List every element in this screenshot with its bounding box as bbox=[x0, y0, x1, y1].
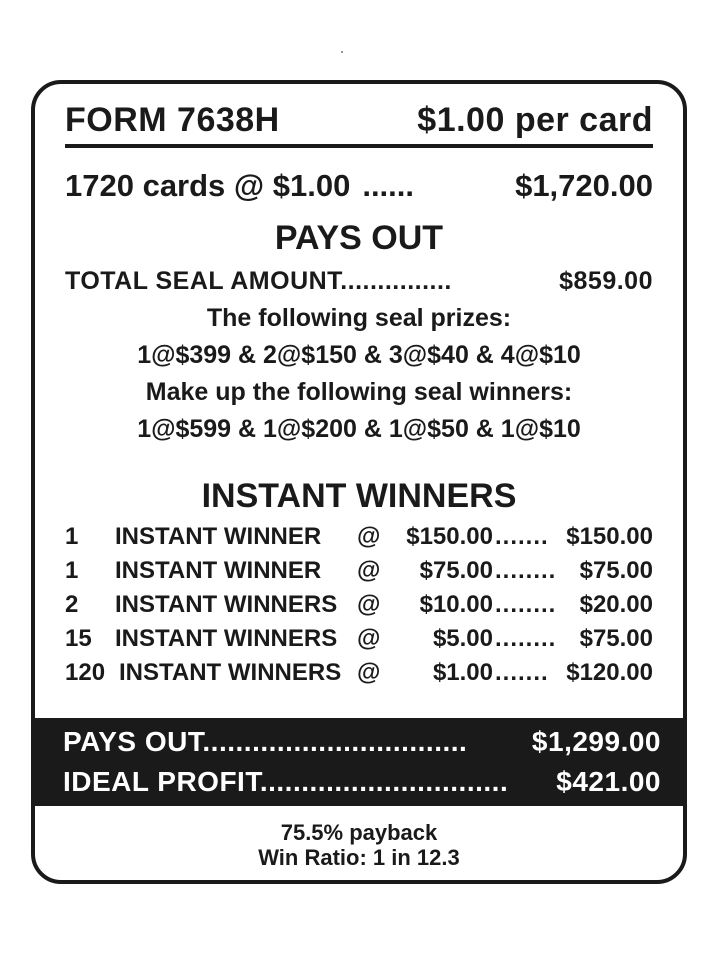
card-count: 1720 cards @ $1.00 bbox=[65, 168, 351, 203]
ideal-profit-label: IDEAL PROFIT.............................. bbox=[63, 766, 509, 797]
card-total: $1,720.00 bbox=[515, 168, 653, 203]
table-row bbox=[65, 656, 653, 690]
winner-label: INSTANT WINNERS bbox=[115, 625, 338, 652]
winner-label: INSTANT WINNERS bbox=[119, 659, 342, 686]
table-row bbox=[65, 554, 653, 588]
leader-dots: ....... bbox=[495, 523, 549, 550]
price-per-card: $1.00 per card bbox=[417, 100, 653, 139]
at-sign: @ bbox=[357, 659, 381, 686]
prize-each: $10.00 bbox=[419, 591, 493, 618]
prize-each: $150.00 bbox=[406, 523, 493, 550]
summary-band bbox=[35, 718, 683, 806]
at-sign: @ bbox=[357, 523, 381, 550]
seal-line: Make up the following seal winners: bbox=[145, 378, 573, 406]
seal-total-row bbox=[65, 264, 653, 298]
leader-dots: ........ bbox=[495, 557, 557, 584]
winner-qty: 1 bbox=[65, 523, 79, 550]
winner-qty: 120 bbox=[65, 659, 106, 686]
winner-label: INSTANT WINNER bbox=[115, 557, 322, 584]
prize-total: $75.00 bbox=[579, 625, 653, 652]
prize-total: $150.00 bbox=[566, 523, 653, 550]
prize-total: $20.00 bbox=[579, 591, 653, 618]
footer-stats bbox=[45, 820, 673, 870]
win-ratio: Win Ratio: 1 in 12.3 bbox=[258, 845, 460, 870]
pays-out-amount: $1,299.00 bbox=[531, 726, 661, 757]
prize-total: $120.00 bbox=[566, 659, 653, 686]
prize-each: $75.00 bbox=[419, 557, 493, 584]
ideal-profit-amount: $421.00 bbox=[556, 766, 661, 797]
pays-out-summary bbox=[63, 722, 661, 762]
winner-label: INSTANT WINNER bbox=[115, 523, 322, 550]
leader-dots: ........ bbox=[495, 591, 557, 618]
table-row bbox=[65, 588, 653, 622]
prize-total: $75.00 bbox=[579, 557, 653, 584]
leader-dots: ....... bbox=[495, 659, 549, 686]
seal-line: 1@$599 & 1@$200 & 1@$50 & 1@$10 bbox=[137, 415, 581, 443]
seal-line: 1@$399 & 2@$150 & 3@$40 & 4@$10 bbox=[137, 341, 581, 369]
ideal-profit-summary bbox=[63, 762, 661, 802]
winner-label: INSTANT WINNERS bbox=[115, 591, 338, 618]
speck bbox=[341, 51, 343, 53]
winner-qty: 1 bbox=[65, 557, 79, 584]
form-header bbox=[65, 98, 653, 142]
prize-each: $5.00 bbox=[432, 625, 493, 652]
at-sign: @ bbox=[357, 625, 381, 652]
cards-line bbox=[65, 164, 653, 208]
at-sign: @ bbox=[357, 591, 381, 618]
seal-total-label: TOTAL SEAL AMOUNT............... bbox=[65, 266, 452, 295]
payback-percent: 75.5% payback bbox=[280, 820, 438, 845]
pays-out-title: PAYS OUT bbox=[274, 219, 444, 257]
seal-line: The following seal prizes: bbox=[206, 304, 512, 332]
header-rule bbox=[65, 144, 653, 148]
table-row bbox=[65, 520, 653, 554]
table-row bbox=[65, 622, 653, 656]
card-dots: ...... bbox=[362, 168, 415, 203]
prize-each: $1.00 bbox=[432, 659, 493, 686]
at-sign: @ bbox=[357, 557, 381, 584]
instant-winners-title: INSTANT WINNERS bbox=[201, 477, 517, 515]
winner-qty: 2 bbox=[65, 591, 79, 618]
seal-prize-lines bbox=[45, 300, 673, 448]
pays-out-label: PAYS OUT................................ bbox=[63, 726, 468, 757]
form-number: FORM 7638H bbox=[65, 100, 280, 139]
pull-tab-flare-card bbox=[31, 80, 687, 884]
leader-dots: ........ bbox=[495, 625, 557, 652]
instant-winners-table bbox=[65, 520, 653, 690]
seal-total-amount: $859.00 bbox=[559, 266, 653, 295]
winner-qty: 15 bbox=[65, 625, 92, 652]
